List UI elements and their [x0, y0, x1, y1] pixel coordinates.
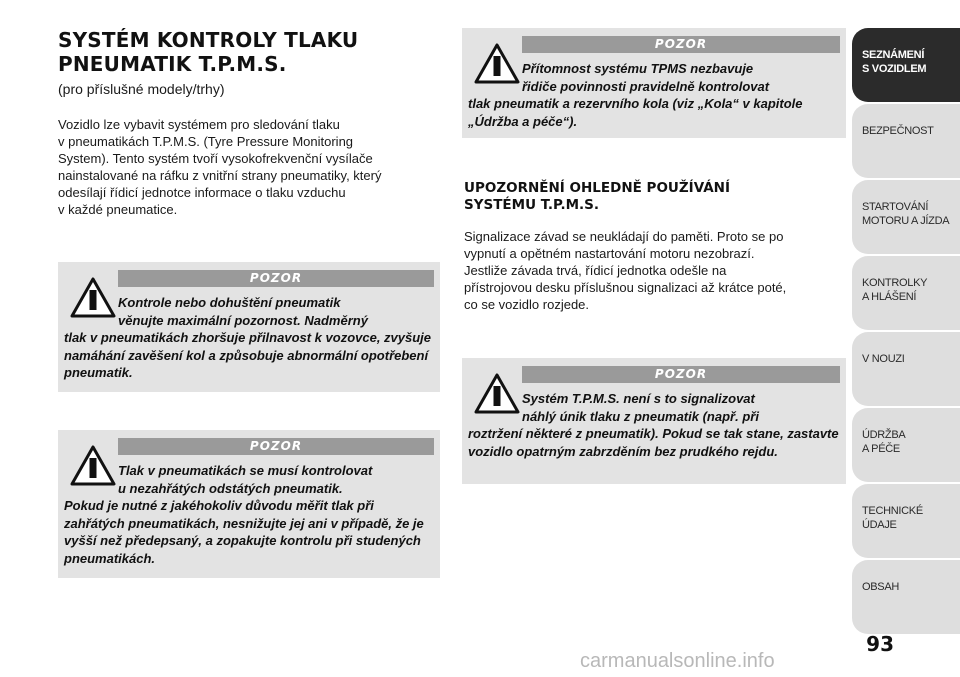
page-title: SYSTÉM KONTROLY TLAKU PNEUMATIK T.P.M.S.	[58, 28, 359, 76]
warning-lead-line: řidiče povinnosti pravidelně kontrolovat	[522, 78, 770, 94]
page-number: 93	[866, 632, 894, 656]
warning-body: tlak v pneumatikách zhoršuje přilnavost k vozovce, zvyšuje namáhání zavěšení kol a způsobuje abnormální opotřebení pneumatik.	[64, 330, 432, 380]
nav-tab-udrzba[interactable]: ÚDRŽBA A PÉČE	[852, 408, 960, 482]
warning-text	[64, 462, 434, 567]
nav-tab-kontrolky[interactable]: KONTROLKY A HLÁŠENÍ	[852, 256, 960, 330]
warning-lead-line: věnujte maximální pozornost. Nadměrný	[118, 312, 368, 328]
intro-paragraph: Vozidlo lze vybavit systémem pro sledování tlaku v pneumatikách T.P.M.S. (Tyre Pressure Monitoring System). Tento systém tvoří vysokofrekvenční vysílače nainstalované na ráfku z vnitřní strany pneumatiky, který odesílají řídicí jednotce informace o tlaku vzduchu v každé pneumatice.	[58, 117, 382, 217]
nav-tab-v-nouzi[interactable]: V NOUZI	[852, 332, 960, 406]
warning-label: POZOR	[522, 36, 840, 53]
warning-box-tire-inflation	[58, 262, 440, 392]
warning-box-sudden-pressure-loss	[462, 358, 846, 484]
warning-label: POZOR	[522, 366, 840, 383]
warning-body: Pokud je nutné z jakéhokoliv důvodu měřit tlak při zahřátých pneumatikách, nesnižujte jej ani v případě, že je vyšší než předepsaný, a zopakujte kontrolu při studených pneumatikách.	[64, 498, 424, 566]
warning-label: POZOR	[118, 438, 434, 455]
warning-lead-line: Systém T.P.M.S. není s to signalizovat	[522, 391, 755, 406]
nav-tab-seznameni[interactable]: SEZNÁMENÍ S VOZIDLEM	[852, 28, 960, 102]
watermark: carmanualsonline.info	[580, 650, 775, 672]
page-subtitle: (pro příslušné modely/trhy)	[58, 81, 225, 97]
warning-box-tpms-responsibility	[462, 28, 846, 138]
nav-tab-bezpecnost[interactable]: BEZPEČNOST	[852, 104, 960, 178]
nav-tab-technicke-udaje[interactable]: TECHNICKÉ ÚDAJE	[852, 484, 960, 558]
warning-body: tlak pneumatik a rezervního kola (viz „Kola“ v kapitole „Údržba a péče“).	[468, 96, 803, 129]
warning-lead-line: Přítomnost systému TPMS nezbavuje	[522, 61, 754, 76]
warning-lead-line: Tlak v pneumatikách se musí kontrolovat	[118, 463, 373, 478]
warning-lead-line: náhlý únik tlaku z pneumatik (např. při	[522, 408, 759, 424]
warning-text	[468, 390, 840, 460]
warning-lead-line: Kontrole nebo dohuštění pneumatik	[118, 295, 341, 310]
warning-text	[64, 294, 434, 382]
warning-lead-line: u nezahřátých odstátých pneumatik.	[118, 480, 343, 496]
warning-label: POZOR	[118, 270, 434, 287]
section-heading: UPOZORNĚNÍ OHLEDNĚ POUŽÍVÁNÍ SYSTÉMU T.P.M.S.	[464, 180, 731, 213]
nav-tab-startovani[interactable]: STARTOVÁNÍ MOTORU A JÍZDA	[852, 180, 960, 254]
warning-text	[468, 60, 840, 130]
section-paragraph: Signalizace závad se neukládají do paměti. Proto se po vypnutí a opětném nastartování motoru nezobrazí. Jestliže závada trvá, řídicí jednotka odešle na přístrojovou desku příslušnou signalizaci až krátce poté, co se vozidlo rozjede.	[464, 229, 787, 312]
warning-box-cold-tires	[58, 430, 440, 578]
nav-tab-obsah[interactable]: OBSAH	[852, 560, 960, 634]
warning-body: roztržení některé z pneumatik). Pokud se tak stane, zastavte vozidlo opatrným zabrzděním bez prudkého rejdu.	[468, 426, 839, 459]
